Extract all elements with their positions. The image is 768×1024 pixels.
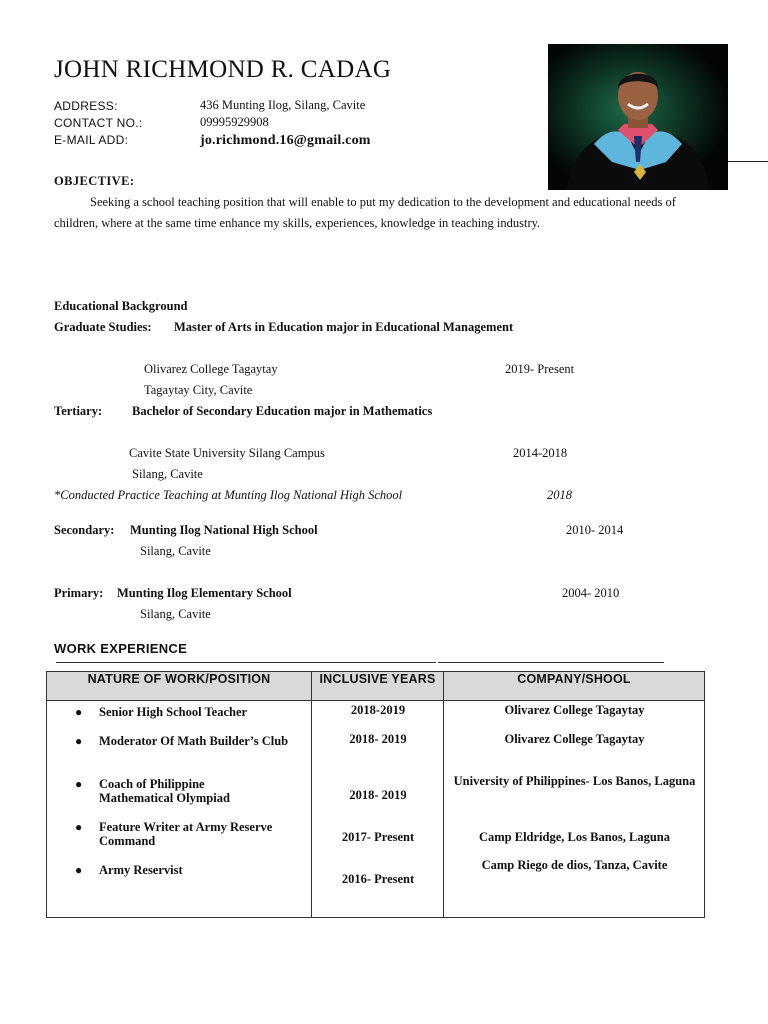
email-value: jo.richmond.16@gmail.com — [200, 133, 371, 148]
column-header-position: NATURE OF WORK/POSITION — [47, 672, 312, 701]
years-item: 2017- Present — [341, 830, 415, 844]
practice-teaching-year: 2018 — [547, 488, 572, 502]
objective-text: Seeking a school teaching position that will enable to put my dedication to the development and educational needs of children, where at the same time enhance my skills, experiences, knowledge in teaching industry. — [54, 195, 676, 230]
position-item: Feature Writer at Army Reserve Command — [99, 820, 273, 848]
years-item: 2018- 2019 — [349, 732, 407, 746]
list-bullet: ● — [75, 820, 83, 834]
practice-teaching-note: *Conducted Practice Teaching at Munting Ilog National High School — [54, 488, 403, 502]
tertiary-school: Cavite State University Silang Campus — [129, 446, 325, 460]
years-cell — [312, 701, 444, 918]
position-item: Coach of Philippine Mathematical Olympiad — [99, 777, 230, 805]
years-item: 2018- 2019 — [349, 788, 407, 802]
column-header-years: INCLUSIVE YEARS — [312, 672, 444, 701]
tertiary-program: Bachelor of Secondary Education major in Mathematics — [132, 404, 433, 418]
secondary-label: Secondary: — [54, 523, 115, 537]
list-bullet: ● — [75, 705, 83, 719]
companies-cell — [444, 701, 705, 918]
graduate-program: Master of Arts in Education major in Educational Management — [174, 320, 514, 334]
table-body-row — [47, 701, 705, 918]
address-label: ADDRESS: — [54, 99, 118, 113]
primary-label: Primary: — [54, 586, 104, 600]
contact-label: CONTACT NO.: — [54, 116, 143, 130]
list-bullet: ● — [75, 863, 83, 877]
primary-location: Silang, Cavite — [140, 607, 211, 621]
education-heading: Educational Background — [54, 299, 188, 313]
primary-years: 2004- 2010 — [562, 586, 620, 600]
profile-photo — [548, 44, 728, 190]
company-item: Camp Eldridge, Los Banos, Laguna — [478, 830, 671, 844]
work-experience-heading: WORK EXPERIENCE — [54, 641, 188, 656]
company-item: Olivarez College Tagaytay — [504, 732, 645, 746]
years-item: 2018-2019 — [350, 703, 406, 717]
secondary-location: Silang, Cavite — [140, 544, 211, 558]
graduate-years: 2019- Present — [505, 362, 575, 376]
position-item: Senior High School Teacher — [99, 705, 248, 719]
contact-value: 09995929908 — [200, 115, 269, 129]
graduate-location: Tagaytay City, Cavite — [144, 383, 253, 397]
graduate-school: Olivarez College Tagaytay — [144, 362, 278, 376]
tertiary-label: Tertiary: — [54, 404, 103, 418]
photo-divider-line — [728, 161, 768, 162]
column-header-company: COMPANY/SHOOL — [444, 672, 705, 701]
tertiary-years: 2014-2018 — [513, 446, 568, 460]
list-bullet: ● — [75, 734, 83, 748]
email-label: E-MAIL ADD: — [54, 133, 129, 147]
company-item: Olivarez College Tagaytay — [504, 703, 645, 717]
graduate-label: Graduate Studies: — [54, 320, 152, 334]
tertiary-location: Silang, Cavite — [132, 467, 203, 481]
address-value: 436 Munting Ilog, Silang, Cavite — [200, 98, 366, 112]
work-heading-underline-left — [56, 662, 436, 663]
work-heading-underline-right — [438, 662, 664, 663]
company-item: Camp Riego de dios, Tanza, Cavite — [481, 858, 668, 872]
secondary-years: 2010- 2014 — [566, 523, 624, 537]
primary-school: Munting Ilog Elementary School — [117, 586, 292, 600]
years-item: 2016- Present — [341, 872, 415, 886]
company-item: University of Philippines- Los Banos, Laguna — [453, 774, 696, 788]
work-experience-table — [46, 671, 705, 918]
list-bullet: ● — [75, 777, 83, 791]
positions-cell — [47, 701, 312, 918]
objective-heading: OBJECTIVE: — [54, 174, 135, 188]
table-header-row — [47, 672, 705, 701]
position-item: Army Reservist — [99, 863, 183, 877]
secondary-school: Munting Ilog National High School — [130, 523, 318, 537]
position-item: Moderator Of Math Builder’s Club — [99, 734, 289, 748]
applicant-name: JOHN RICHMOND R. CADAG — [54, 56, 392, 83]
